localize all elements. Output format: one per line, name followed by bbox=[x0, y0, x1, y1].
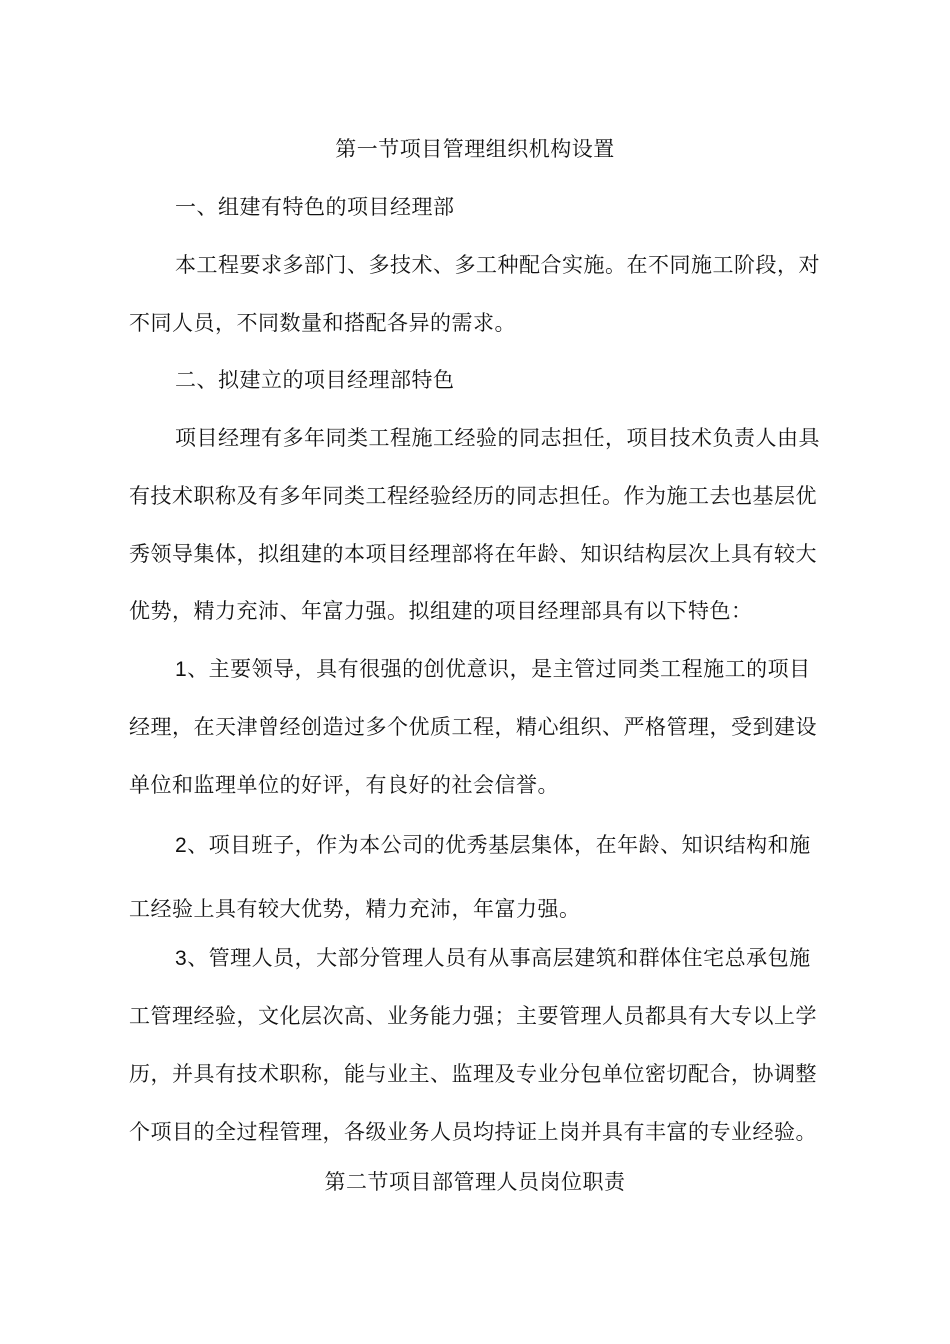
item-3-line-3: 历，并具有技术职称，能与业主、监理及专业分包单位密切配合，协调整 bbox=[129, 1062, 817, 1086]
item-2-number: 2 bbox=[175, 834, 188, 857]
para-2-line-1: 项目经理有多年同类工程施工经验的同志担任，项目技术负责人由具 bbox=[175, 426, 820, 450]
item-3-text-1: 、管理人员，大部分管理人员有从事高层建筑和群体住宅总承包施 bbox=[187, 946, 811, 970]
item-1-number: 1 bbox=[175, 658, 188, 681]
item-1-line-3: 单位和监理单位的好评，有良好的社会信誉。 bbox=[129, 773, 559, 797]
para-2-line-3: 秀领导集体，拟组建的本项目经理部将在年龄、知识结构层次上具有较大 bbox=[129, 542, 817, 566]
section-1-title: 第一节项目管理组织机构设置 bbox=[335, 137, 615, 161]
heading-2: 二、拟建立的项目经理部特色 bbox=[175, 368, 455, 392]
para-1-line-1: 本工程要求多部门、多技术、多工种配合实施。在不同施工阶段，对 bbox=[175, 253, 820, 277]
item-1-line-2: 经理，在天津曾经创造过多个优质工程，精心组织、严格管理，受到建设 bbox=[129, 715, 817, 739]
item-3-line-1 bbox=[175, 944, 811, 973]
item-2-line-2: 工经验上具有较大优势，精力充沛，年富力强。 bbox=[129, 897, 581, 921]
section-2-title: 第二节项目部管理人员岗位职责 bbox=[324, 1170, 626, 1194]
item-3-number: 3 bbox=[175, 947, 188, 970]
heading-1: 一、组建有特色的项目经理部 bbox=[175, 195, 455, 219]
item-1-line-1 bbox=[175, 655, 811, 684]
para-2-line-2: 有技术职称及有多年同类工程经验经历的同志担任。作为施工去也基层优 bbox=[129, 484, 817, 508]
para-2-line-4: 优势，精力充沛、年富力强。拟组建的项目经理部具有以下特色： bbox=[129, 599, 753, 623]
para-1-line-2: 不同人员，不同数量和搭配各异的需求。 bbox=[129, 311, 516, 335]
item-3-line-4: 个项目的全过程管理，各级业务人员均持证上岗并具有丰富的专业经验。 bbox=[129, 1120, 817, 1144]
item-2-text-1: 、项目班子，作为本公司的优秀基层集体，在年龄、知识结构和施 bbox=[187, 833, 811, 857]
item-1-text-1: 、主要领导，具有很强的创优意识，是主管过同类工程施工的项目 bbox=[187, 657, 811, 681]
item-3-line-2: 工管理经验，文化层次高、业务能力强；主要管理人员都具有大专以上学 bbox=[129, 1004, 817, 1028]
item-2-line-1 bbox=[175, 831, 811, 860]
